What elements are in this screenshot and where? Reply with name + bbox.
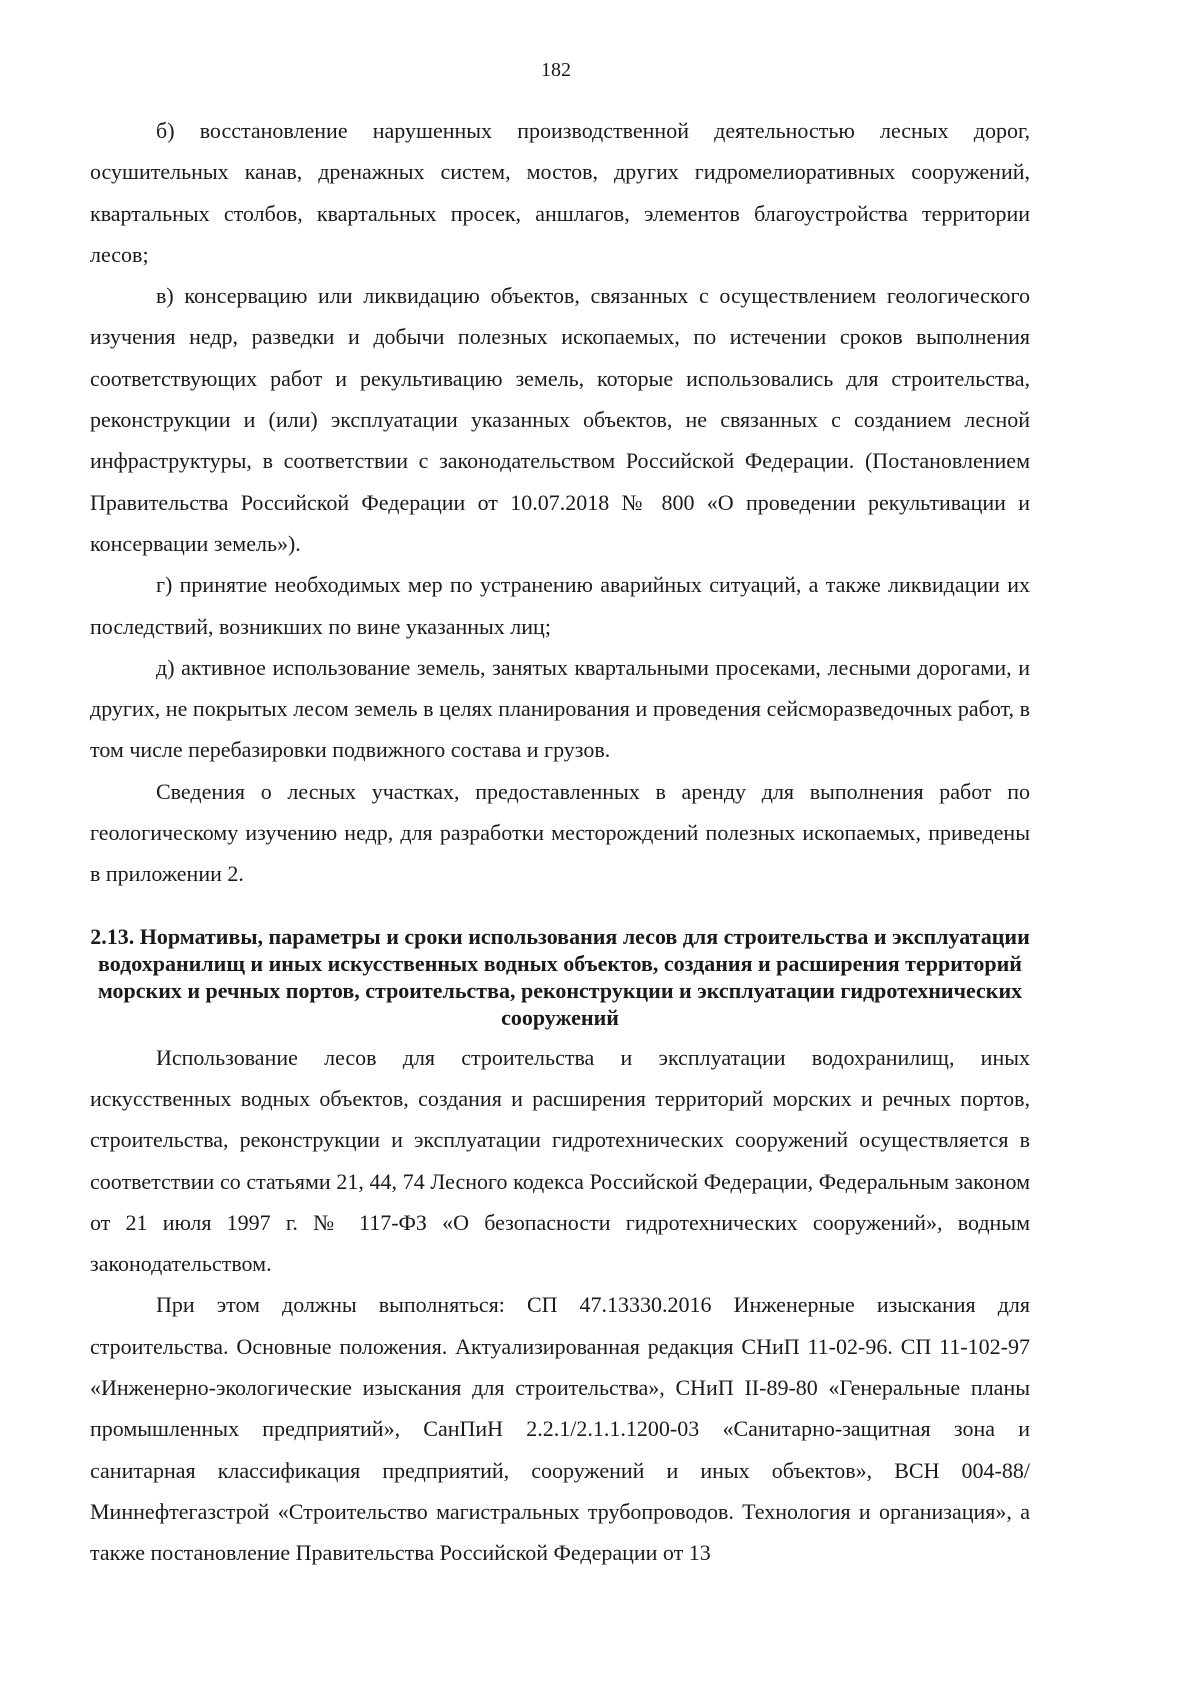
paragraph-item-v: в) консервацию или ликвидацию объектов, связанных с осуществлением геологического изучения недр, разведки и добычи полезных ископаемых, по истечении сроков выполнения соответствующих работ и рекультивацию земель, которые использовались для строительства, реконструкции и (или) эксплуатации указанных объектов, не связанных с созданием лесной инфраструктуры, в соответствии с законодательством Российской Федерации. (Постановлением Правительства Российской Федерации от 10.07.2018 № 800 «О проведении рекультивации и консервации земель»).	[90, 283, 1030, 556]
paragraph-requirements: При этом должны выполняться: СП 47.13330.2016 Инженерные изыскания для строительства. Основные положения. Актуализированная редакция СНиП 11-02-96. СП 11-102-97 «Инженерно-экологические изыскания для строительства», СНиП II-89-80 «Генеральные планы промышленных предприятий», СанПиН 2.2.1/2.1.1.1200-03 «Санитарно-защитная зона и санитарная классификация предприятий, сооружений и иных объектов», ВСН 004-88/Миннефтегазстрой «Строительство магистральных трубопроводов. Технология и организация», а также постановление Правительства Российской Федерации от 13	[90, 1292, 1030, 1566]
page-number: 182	[541, 59, 571, 81]
paragraph-leased-plots: Сведения о лесных участках, предоставленных в аренду для выполнения работ по геологическому изучению недр, для разработки месторождений полезных ископаемых, приведены в приложении 2.	[90, 778, 1030, 887]
paragraph-forest-use: Использование лесов для строительства и эксплуатации водохранилищ, иных искусственных водных объектов, создания и расширения территорий морских и речных портов, строительства, реконструкции и эксплуатации гидротехнических сооружений осуществляется в соответствии со статьями 21, 44, 74 Лесного кодекса Российской Федерации, Федеральным законом от 21 июля 1997 г. № 117-ФЗ «О безопасности гидротехнических сооружений», водным законодательством.	[90, 1044, 1030, 1277]
document-body	[90, 110, 1030, 1574]
paragraph-item-b: б) восстановление нарушенных производственной деятельностью лесных дорог, осушительных канав, дренажных систем, мостов, других гидромелиоративных сооружений, квартальных столбов, квартальных просек, аншлагов, элементов благоустройства территории лесов;	[90, 118, 1030, 267]
section-heading: 2.13. Нормативы, параметры и сроки использования лесов для строительства и эксплуатации водохранилищ и иных искусственных водных объектов, создания и расширения территорий морских и речных портов, строительства, реконструкции и эксплуатации гидротехнических сооружений	[90, 923, 1030, 1030]
paragraph-item-d: д) активное использование земель, занятых квартальными просеками, лесными дорогами, и других, не покрытых лесом земель в целях планирования и проведения сейсморазведочных работ, в том числе перебазировки подвижного состава и грузов.	[90, 654, 1030, 763]
paragraph-item-g: г) принятие необходимых мер по устранению аварийных ситуаций, а также ликвидации их последствий, возникших по вине указанных лиц;	[90, 572, 1030, 639]
